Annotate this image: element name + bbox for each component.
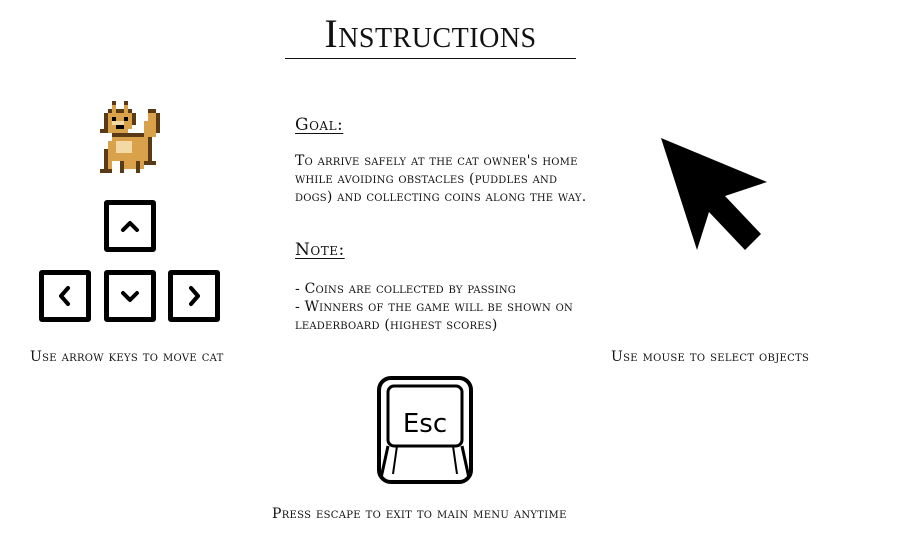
page-title: Instructions	[324, 11, 537, 56]
mouse-cursor-icon	[655, 132, 775, 257]
goal-text: To arrive safely at the cat owner's home while avoiding obstacles (puddles and dogs) and collecting coins along the way.	[295, 153, 587, 205]
arrow-down-key	[104, 270, 156, 322]
cat-sprite-icon	[88, 100, 168, 182]
arrow-right-key	[168, 270, 220, 322]
esc-key-label: Esc	[402, 409, 448, 439]
arrow-left-key	[39, 270, 91, 322]
escape-key-icon	[375, 374, 475, 486]
title-underline	[285, 58, 576, 59]
arrow-keys-caption: Use arrow keys to move cat	[30, 349, 224, 365]
escape-caption: Press escape to exit to main menu anytime	[272, 506, 567, 522]
note-line-2: - Winners of the game will be shown on leaderboard (highest scores)	[295, 299, 573, 333]
arrow-left-key-icon	[52, 283, 78, 309]
note-line-1: - Coins are collected by passing	[295, 281, 516, 297]
arrow-right-key-icon	[181, 283, 207, 309]
mouse-caption: Use mouse to select objects	[611, 349, 810, 365]
arrow-down-key-icon	[117, 283, 143, 309]
arrow-up-key-icon	[117, 213, 143, 239]
arrow-up-key	[104, 200, 156, 252]
goal-heading: Goal:	[295, 115, 344, 135]
note-heading: Note:	[295, 240, 345, 260]
